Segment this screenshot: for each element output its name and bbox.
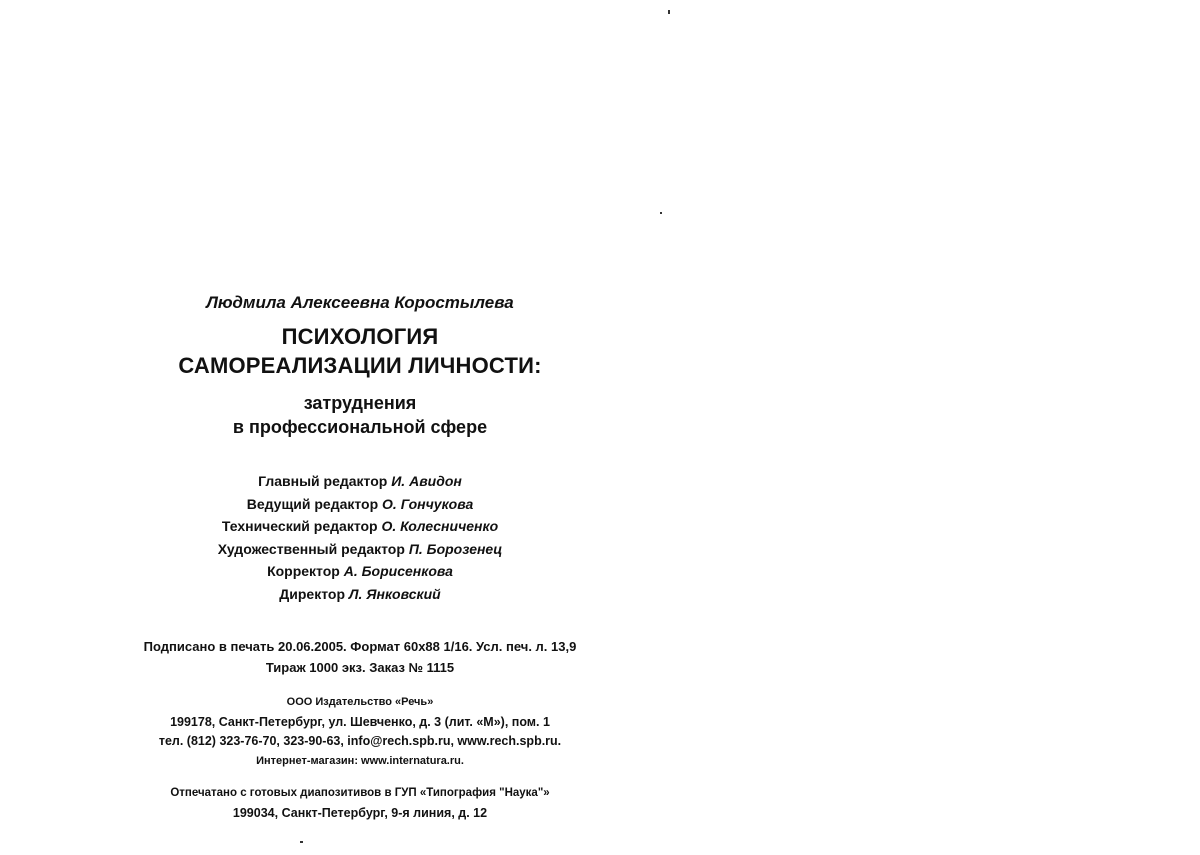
scan-speck — [668, 10, 670, 14]
printer-line-1: Отпечатано с готовых диапозитивов в ГУП «Типография "Наука"» — [170, 787, 550, 799]
publisher-shop: Интернет-магазин: www.internatura.ru. — [256, 754, 464, 767]
editor-name: А. Борисенкова — [343, 563, 453, 579]
scan-speck — [660, 212, 662, 214]
editor-name: И. Авидон — [391, 473, 462, 489]
editor-name: О. Колесниченко — [381, 518, 499, 534]
editors-list — [80, 470, 640, 605]
editor-name: О. Гончукова — [382, 495, 474, 512]
editor-name: П. Борозенец — [408, 540, 503, 557]
printer-line-2: 199034, Санкт-Петербург, 9-я линия, д. 12 — [232, 806, 488, 820]
editor-credit — [80, 538, 640, 561]
editor-name: Л. Янковский — [348, 585, 441, 602]
editor-role: Директор — [279, 585, 345, 602]
book-subtitle — [80, 391, 640, 439]
editor-role: Корректор — [267, 563, 340, 579]
publisher-name: ООО Издательство «Речь» — [286, 696, 434, 708]
book-title — [80, 322, 640, 380]
print-info-line-1: Подписано в печать 20.06.2005. Формат 60x88 1/16. Усл. печ. л. 13,9 — [143, 639, 577, 654]
publisher-contacts: тел. (812) 323-76-70, 323-90-63, info@rech.spb.ru, www.rech.spb.ru. — [158, 734, 562, 748]
book-title-line-2: САМОРЕАЛИЗАЦИИ ЛИЧНОСТИ: — [178, 353, 542, 378]
book-title-line-1: ПСИХОЛОГИЯ — [281, 324, 439, 349]
print-info-line-2: Тираж 1000 экз. Заказ № 1115 — [265, 660, 455, 675]
author-name: Людмила Алексеевна Коростылева — [206, 293, 514, 312]
book-subtitle-line-1: затруднения — [303, 393, 417, 413]
print-info — [40, 636, 680, 678]
editor-credit — [80, 583, 640, 606]
editor-role: Художественный редактор — [217, 540, 405, 557]
editor-credit — [80, 493, 640, 516]
editor-credit — [80, 560, 640, 583]
publisher-address: 199178, Санкт-Петербург, ул. Шевченко, д. 3 (лит. «М»), пом. 1 — [170, 714, 550, 729]
editor-role: Технический редактор — [221, 518, 378, 534]
editor-credit — [80, 515, 640, 538]
publisher-info — [40, 693, 680, 771]
printer-info — [40, 783, 680, 823]
book-subtitle-line-2: в профессиональной сфере — [232, 417, 488, 437]
editor-role: Главный редактор — [258, 473, 388, 489]
scan-speck — [300, 841, 303, 843]
editor-credit — [80, 470, 640, 493]
editor-role: Ведущий редактор — [246, 495, 379, 512]
